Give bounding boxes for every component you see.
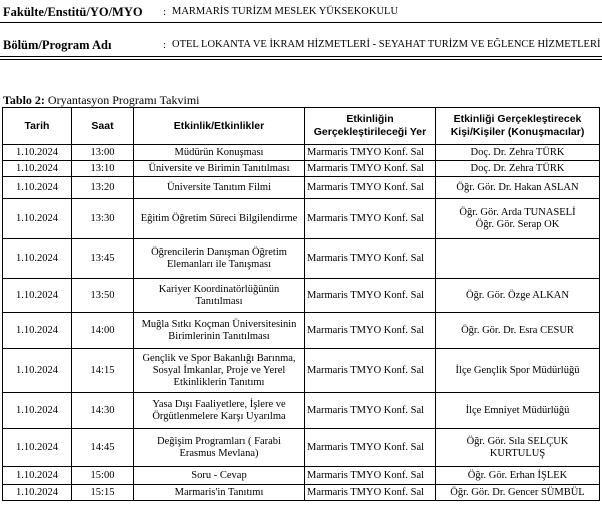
cell-date-line: 1.10.2024 — [16, 404, 58, 416]
cell-date-line: 1.10.2024 — [16, 364, 58, 376]
cell-time — [72, 279, 134, 313]
cell-activity-line: Erasmus Mevlana) — [179, 447, 259, 459]
cell-date — [3, 145, 72, 161]
cell-person-line: İlçe Gençlik Spor Müdürlüğü — [455, 364, 580, 376]
cell-date — [3, 161, 72, 177]
cell-place-line: Marmaris TMYO Konf. Sal — [307, 324, 425, 336]
cell-time-line: 14:45 — [90, 441, 115, 453]
cell-date-line: 1.10.2024 — [16, 212, 58, 224]
cell-time-line: 14:00 — [90, 324, 115, 336]
orientation-schedule-table — [2, 107, 600, 501]
cell-activity-line: Sosyal İmkanlar, Proje ve Yerel — [152, 364, 286, 376]
cell-time-line: 13:00 — [90, 146, 115, 158]
cell-activity — [134, 467, 305, 485]
cell-person-line: Öğr. Gör. Dr. Gencer SÜMBÜL — [450, 486, 585, 498]
cell-activity — [134, 485, 305, 501]
col-time-header: Saat — [72, 108, 134, 145]
table-row — [3, 177, 600, 199]
faculty-row — [0, 4, 602, 22]
faculty-value: MARMARİS TURİZM MESLEK YÜKSEKOKULU — [172, 6, 399, 17]
cell-activity — [134, 429, 305, 467]
cell-place-line: Marmaris TMYO Konf. Sal — [307, 146, 425, 158]
cell-activity-line: Etkinliklerin Tanıtımı — [173, 376, 265, 388]
cell-place — [305, 279, 436, 313]
cell-person — [436, 239, 600, 279]
cell-activity — [134, 349, 305, 393]
cell-date-line: 1.10.2024 — [16, 324, 58, 336]
program-value: OTEL LOKANTA VE İKRAM HİZMETLERİ - SEYAHAT TURİZM VE EĞLENCE HİZMETLERİ — [172, 39, 601, 50]
cell-time-line: 13:10 — [90, 162, 115, 174]
cell-person-line: İlçe Emniyet Müdürlüğü — [465, 404, 570, 416]
cell-place-line: Marmaris TMYO Konf. Sal — [307, 252, 425, 264]
cell-place — [305, 199, 436, 239]
cell-person-line: KURTULUŞ — [489, 447, 546, 459]
cell-activity-line: Örgütlenmelere Karşı Uyarılma — [152, 410, 286, 422]
cell-time — [72, 145, 134, 161]
cell-time — [72, 199, 134, 239]
col-place-header — [305, 108, 436, 145]
cell-person-line: Öğr. Gör. Arda TUNASELİ — [459, 206, 576, 218]
cell-activity-line: Üniversite ve Birimin Tanıtılması — [148, 162, 290, 174]
cell-activity — [134, 145, 305, 161]
cell-time — [72, 393, 134, 429]
col-person-header — [436, 108, 600, 145]
cell-date-line: 1.10.2024 — [16, 162, 58, 174]
cell-activity-line: Muğla Sıtkı Koçman Üniversitesinin — [141, 318, 297, 330]
table-header-row — [3, 108, 600, 145]
cell-person — [436, 349, 600, 393]
cell-person — [436, 393, 600, 429]
table-body — [3, 145, 600, 501]
program-colon: : — [163, 39, 167, 51]
caption-text: Oryantasyon Programı Takvimi — [44, 93, 200, 107]
cell-place-line: Marmaris TMYO Konf. Sal — [307, 486, 425, 498]
cell-activity-line: Kariyer Koordinatörlüğünün — [158, 283, 280, 295]
cell-time-line: 13:30 — [90, 212, 115, 224]
cell-place — [305, 485, 436, 501]
cell-time-line: 13:50 — [90, 289, 115, 301]
cell-activity-line: Tanıtılması — [195, 295, 243, 307]
cell-activity — [134, 161, 305, 177]
cell-person-line: Öğr. Gör. Özge ALKAN — [466, 289, 569, 301]
cell-time — [72, 485, 134, 501]
program-double-underline — [0, 56, 602, 60]
cell-place — [305, 349, 436, 393]
faculty-label: Fakülte/Enstitü/YO/MYO — [3, 5, 143, 19]
table-row — [3, 279, 600, 313]
table-row — [3, 145, 600, 161]
cell-activity-line: Elemanları ile Tanışması — [166, 258, 272, 270]
cell-place-line: Marmaris TMYO Konf. Sal — [307, 162, 425, 174]
cell-place — [305, 177, 436, 199]
table-row — [3, 485, 600, 501]
cell-time — [72, 467, 134, 485]
cell-activity-line: Müdürün Konuşması — [174, 146, 264, 158]
cell-date — [3, 199, 72, 239]
cell-time — [72, 313, 134, 349]
col-person-header-line2: Kişi/Kişiler (Konuşmacılar) — [450, 126, 585, 138]
cell-date-line: 1.10.2024 — [16, 441, 58, 453]
col-person-header-line1: Etkinliği Gerçekleştirecek — [453, 113, 582, 125]
cell-activity-line: Marmaris'in Tanıtımı — [174, 486, 264, 498]
cell-date-line: 1.10.2024 — [16, 146, 58, 158]
cell-place-line: Marmaris TMYO Konf. Sal — [307, 212, 425, 224]
cell-place — [305, 429, 436, 467]
faculty-underline — [0, 22, 602, 23]
cell-time-line: 14:30 — [90, 404, 115, 416]
cell-time-line: 14:15 — [90, 364, 115, 376]
cell-activity — [134, 199, 305, 239]
cell-place — [305, 145, 436, 161]
cell-date — [3, 313, 72, 349]
program-row — [0, 37, 602, 55]
program-label: Bölüm/Program Adı — [3, 38, 112, 52]
cell-time — [72, 161, 134, 177]
cell-activity-line: Değişim Programları ( Farabi — [157, 435, 281, 447]
cell-time — [72, 177, 134, 199]
table-row — [3, 349, 600, 393]
cell-activity-line: Öğrencilerin Danışman Öğretim — [151, 246, 287, 258]
cell-activity — [134, 313, 305, 349]
cell-time-line: 13:45 — [90, 252, 115, 264]
cell-person-line: Öğr. Gör. Dr. Esra CESUR — [461, 324, 574, 336]
col-place-header-line1: Etkinliğin — [346, 113, 394, 125]
cell-date — [3, 279, 72, 313]
cell-date-line: 1.10.2024 — [16, 289, 58, 301]
cell-person — [436, 199, 600, 239]
cell-date — [3, 177, 72, 199]
cell-place — [305, 467, 436, 485]
cell-date — [3, 393, 72, 429]
cell-person — [436, 145, 600, 161]
cell-date — [3, 239, 72, 279]
cell-time — [72, 239, 134, 279]
col-activity-header: Etkinlik/Etkinlikler — [134, 108, 305, 145]
cell-place-line: Marmaris TMYO Konf. Sal — [307, 289, 425, 301]
cell-place-line: Marmaris TMYO Konf. Sal — [307, 441, 425, 453]
cell-activity — [134, 279, 305, 313]
cell-date — [3, 467, 72, 485]
cell-activity — [134, 177, 305, 199]
cell-activity-line: Eğitim Öğretim Süreci Bilgilendirme — [140, 212, 298, 224]
cell-place-line: Marmaris TMYO Konf. Sal — [307, 404, 425, 416]
cell-person — [436, 467, 600, 485]
cell-place — [305, 161, 436, 177]
col-place-header-line2: Gerçekleştirileceği Yer — [313, 126, 427, 138]
cell-date-line: 1.10.2024 — [16, 486, 58, 498]
cell-place-line: Marmaris TMYO Konf. Sal — [307, 364, 425, 376]
cell-time — [72, 429, 134, 467]
col-date-header: Tarih — [3, 108, 72, 145]
table-row — [3, 467, 600, 485]
cell-person — [436, 313, 600, 349]
cell-person — [436, 161, 600, 177]
cell-place-line: Marmaris TMYO Konf. Sal — [307, 181, 425, 193]
table-row — [3, 199, 600, 239]
cell-time-line: 15:15 — [90, 486, 115, 498]
table-caption — [3, 93, 200, 108]
cell-activity-line: Üniversite Tanıtım Filmi — [166, 181, 272, 193]
cell-time-line: 13:20 — [90, 181, 115, 193]
cell-time — [72, 349, 134, 393]
table-row — [3, 313, 600, 349]
cell-place — [305, 313, 436, 349]
cell-place-line: Marmaris TMYO Konf. Sal — [307, 469, 425, 481]
cell-date-line: 1.10.2024 — [16, 469, 58, 481]
cell-activity-line: Birimlerinin Tanıtılması — [168, 330, 270, 342]
cell-person-line: Doç. Dr. Zehra TÜRK — [470, 146, 565, 158]
table-row — [3, 239, 600, 279]
faculty-colon: : — [163, 6, 167, 18]
cell-person-line: Öğr. Gör. Sıla SELÇUK — [466, 435, 569, 447]
cell-date — [3, 349, 72, 393]
table-row — [3, 429, 600, 467]
cell-date — [3, 485, 72, 501]
cell-place — [305, 239, 436, 279]
table-row — [3, 161, 600, 177]
cell-person — [436, 177, 600, 199]
cell-person-line: Doç. Dr. Zehra TÜRK — [470, 162, 565, 174]
cell-date-line: 1.10.2024 — [16, 252, 58, 264]
table-row — [3, 393, 600, 429]
cell-date — [3, 429, 72, 467]
cell-activity — [134, 239, 305, 279]
cell-person — [436, 485, 600, 501]
cell-activity-line: Yasa Dışı Faaliyetlere, İşlere ve — [152, 398, 286, 410]
cell-date-line: 1.10.2024 — [16, 181, 58, 193]
cell-time-line: 15:00 — [90, 469, 115, 481]
cell-activity — [134, 393, 305, 429]
cell-place — [305, 393, 436, 429]
cell-person — [436, 279, 600, 313]
cell-activity-line: Gençlik ve Spor Bakanlığı Barınma, — [142, 352, 296, 364]
cell-activity-line: Soru - Cevap — [191, 469, 247, 481]
caption-prefix: Tablo 2: — [3, 93, 45, 107]
cell-person — [436, 429, 600, 467]
cell-person-line: Öğr. Gör. Erhan İŞLEK — [467, 469, 568, 481]
cell-person-line: Öğr. Gör. Dr. Hakan ASLAN — [456, 181, 579, 193]
cell-person-line: Öğr. Gör. Serap OK — [475, 218, 560, 230]
